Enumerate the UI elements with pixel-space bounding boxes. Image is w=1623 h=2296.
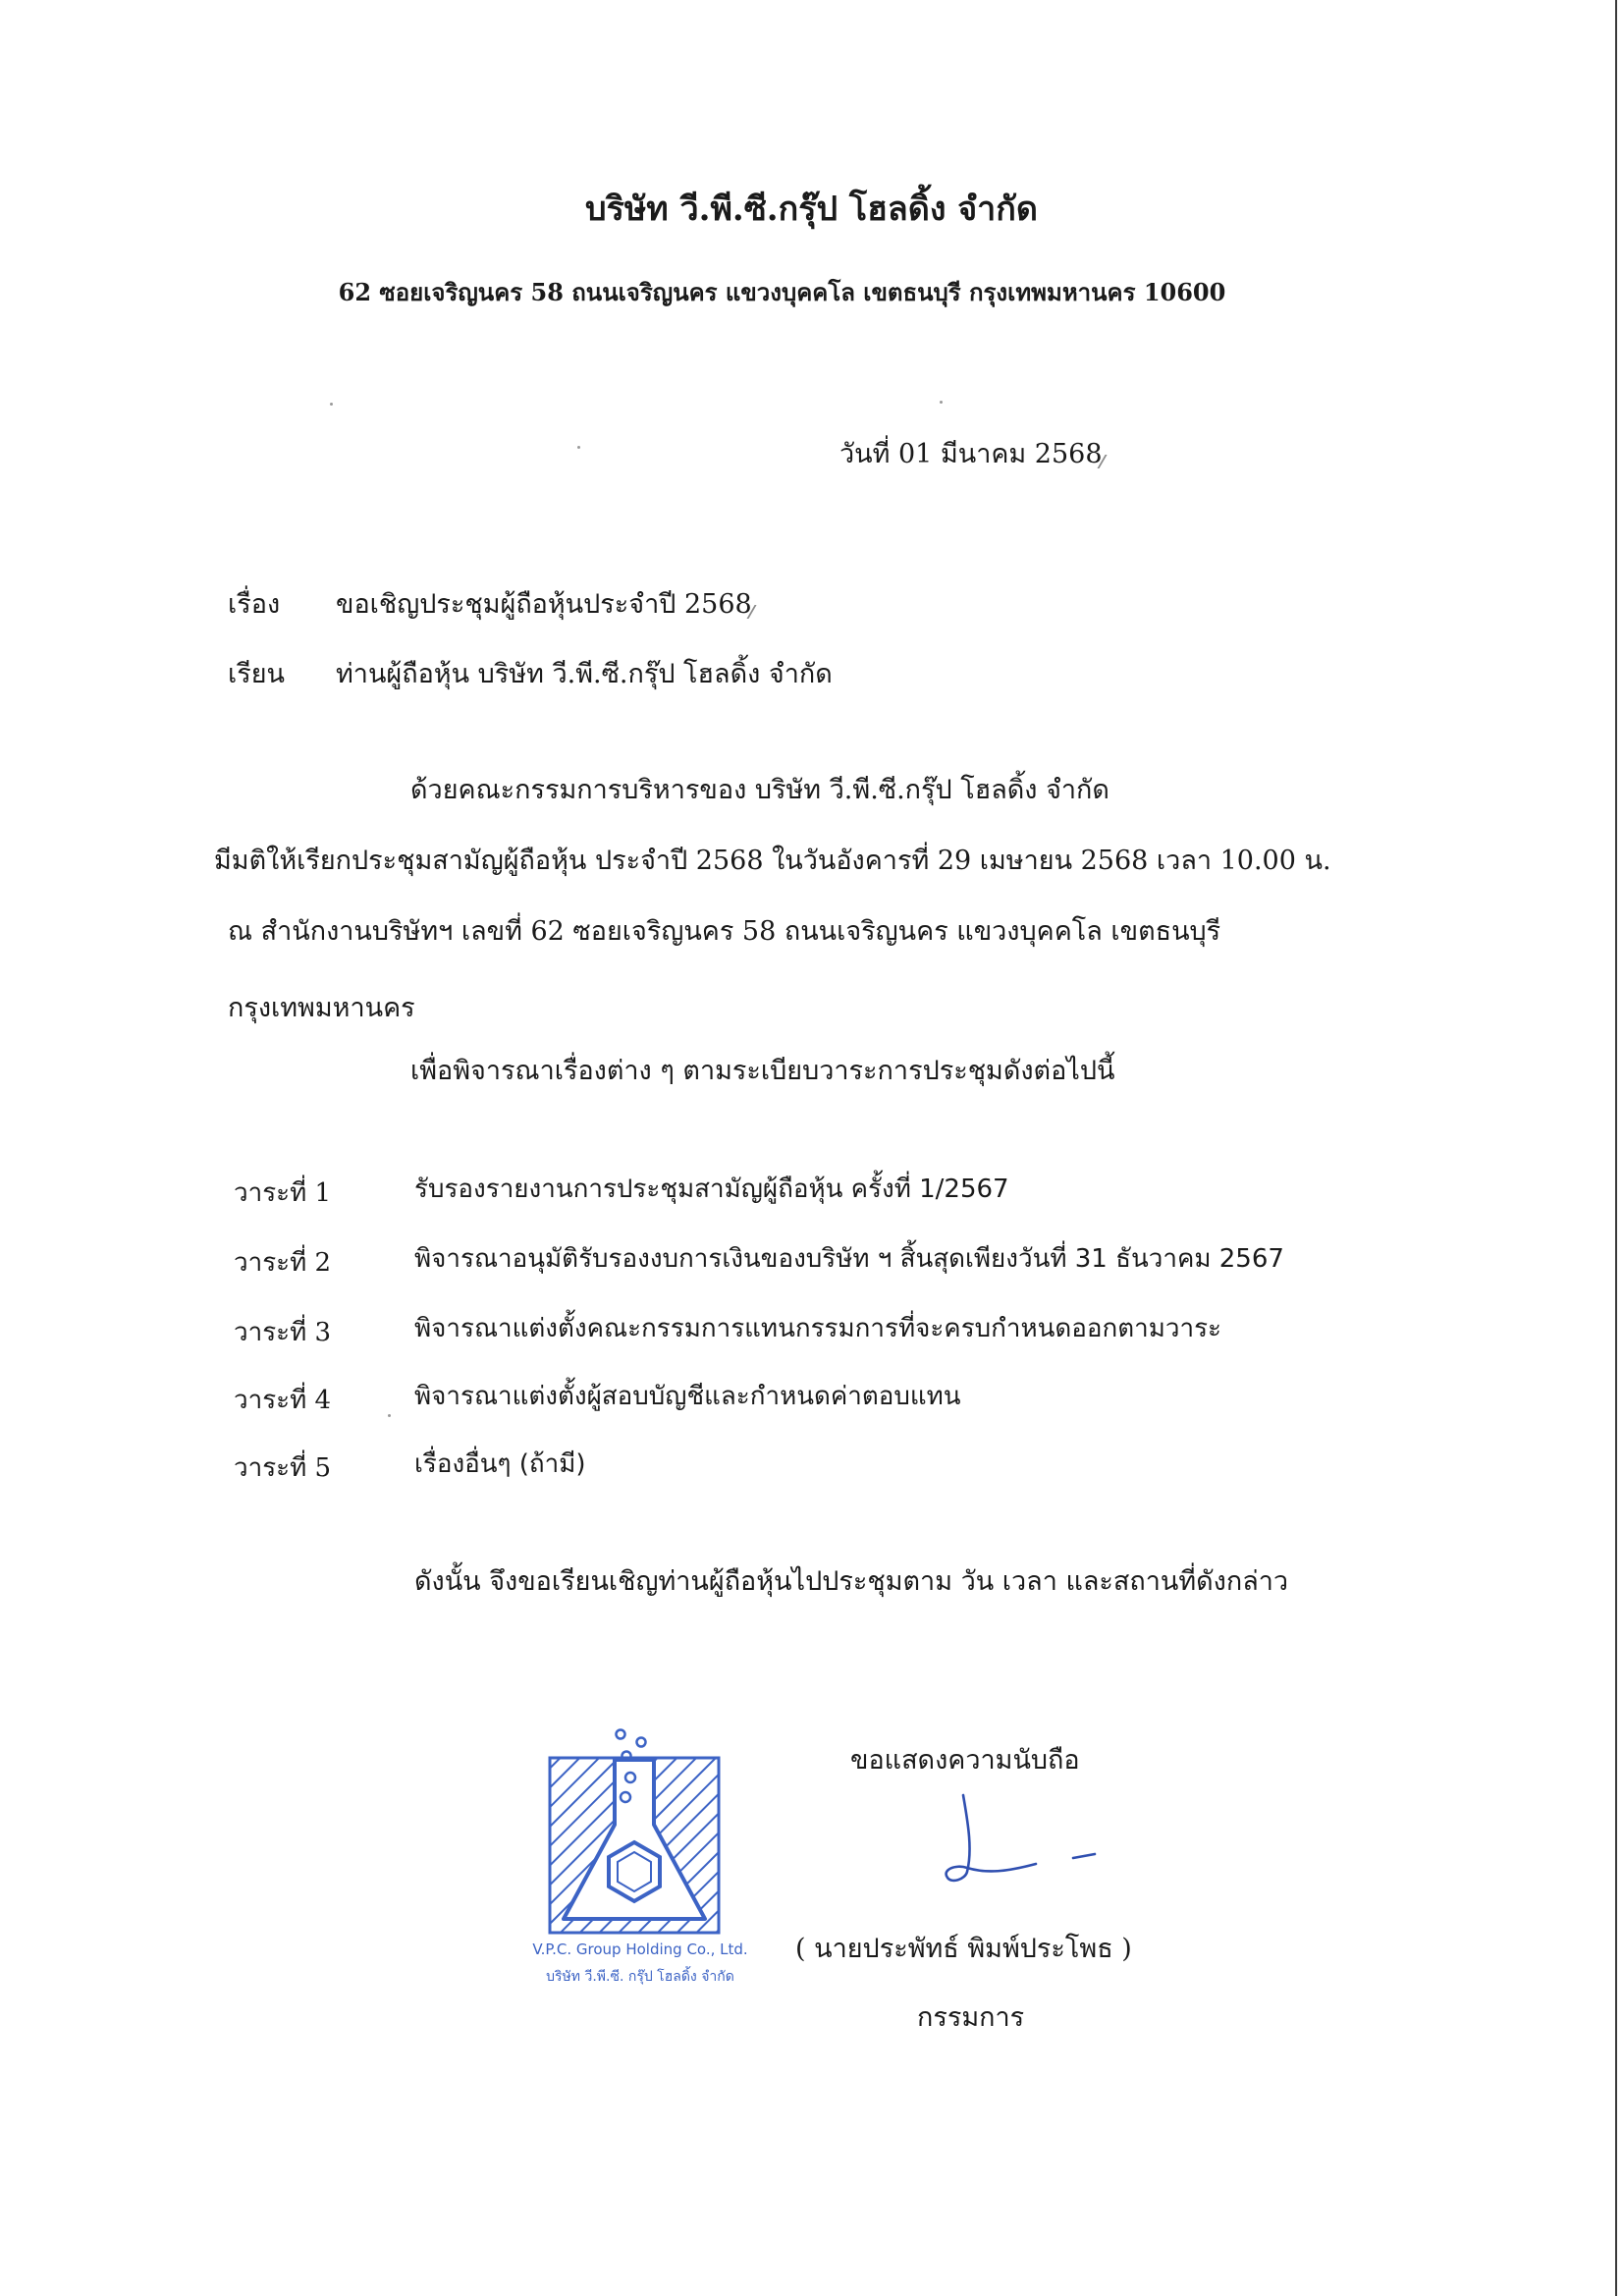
agenda-item-label: วาระที่ 2 (234, 1248, 332, 1278)
letter-date-text: วันที่ 01 มีนาคม 2568 (839, 439, 1103, 469)
body-line-4: กรุงเทพมหานคร (228, 993, 415, 1023)
agenda-item-label: วาระที่ 4 (234, 1386, 332, 1415)
agenda-item-label: วาระที่ 5 (234, 1453, 332, 1483)
flask-logo-icon (513, 1726, 768, 1938)
body-line-5: เพื่อพิจารณาเรื่องต่าง ๆ ตามระเบียบวาระการประชุมดังต่อไปนี้ (410, 1056, 1115, 1086)
signer-title: กรรมการ (917, 2002, 1025, 2033)
company-address: 62 ซอยเจริญนคร 58 ถนนเจริญนคร แขวงบุคคโล เขตธนบุรี กรุงเทพมหานคร 10600 (338, 278, 1226, 306)
scan-speck (388, 1414, 391, 1417)
recipient-text: ท่านผู้ถือหุ้น บริษัท วี.พี.ซี.กรุ๊ป โฮลดิ้ง จำกัด (336, 659, 833, 689)
subject-text (336, 582, 766, 625)
company-name-heading: บริษัท วี.พี.ซี.กรุ๊ป โฮลดิ้ง จำกัด (585, 190, 1038, 229)
agenda-item-text: พิจารณาแต่งตั้งผู้สอบบัญชีและกำหนดค่าตอบแทน (414, 1382, 961, 1411)
scan-speck (330, 403, 333, 406)
body-line-2: มีมติให้เรียกประชุมสามัญผู้ถือหุ้น ประจำปี 2568 ในวันอังคารที่ 29 เมษายน 2568 เวลา 10.00 น. (214, 846, 1331, 876)
stamp-name-thai: บริษัท วี.พี.ซี. กรุ๊ป โฮลดิ้ง จำกัด (546, 1969, 734, 1985)
regards-text: ขอแสดงความนับถือ (850, 1745, 1080, 1776)
agenda-item-text: รับรองรายงานการประชุมสามัญผู้ถือหุ้น ครั้งที่ 1/2567 (414, 1175, 1009, 1204)
scan-speck (940, 401, 943, 404)
agenda-item-text: พิจารณาแต่งตั้งคณะกรรมการแทนกรรมการที่จะครบกำหนดออกตามวาระ (414, 1314, 1222, 1343)
handwritten-signature (938, 1789, 1105, 1897)
closing-sentence: ดังนั้น จึงขอเรียนเชิญท่านผู้ถือหุ้นไปประชุมตาม วัน เวลา และสถานที่ดังกล่าว (414, 1566, 1289, 1597)
stamp-name-english: V.P.C. Group Holding Co., Ltd. (532, 1941, 748, 1958)
subject-text-value: ขอเชิญประชุมผู้ถือหุ้นประจำปี 2568 (336, 589, 752, 620)
scan-speck (577, 446, 580, 449)
page-edge-line (1615, 0, 1617, 2296)
agenda-item-label: วาระที่ 3 (234, 1318, 332, 1347)
signer-name: ( นายประพัทธ์ พิมพ์ประโพธ ) (795, 1934, 1132, 1964)
body-line-1: ด้วยคณะกรรมการบริหารของ บริษัท วี.พี.ซี.กรุ๊ป โฮลดิ้ง จำกัด (410, 775, 1109, 805)
recipient-label: เรียน (228, 659, 286, 689)
letter-date (839, 432, 1116, 474)
subject-label: เรื่อง (228, 589, 281, 620)
agenda-item-label: วาระที่ 1 (234, 1178, 332, 1208)
body-line-3: ณ สำนักงานบริษัทฯ เลขที่ 62 ซอยเจริญนคร 58 ถนนเจริญนคร แขวงบุคคโล เขตธนบุรี (228, 916, 1221, 947)
agenda-item-text: เรื่องอื่นๆ (ถ้ามี) (414, 1449, 586, 1479)
company-stamp (513, 1726, 768, 1984)
agenda-item-text: พิจารณาอนุมัติรับรองงบการเงินของบริษัท ฯ สิ้นสุดเพียงวันที่ 31 ธันวาคม 2567 (414, 1244, 1284, 1274)
